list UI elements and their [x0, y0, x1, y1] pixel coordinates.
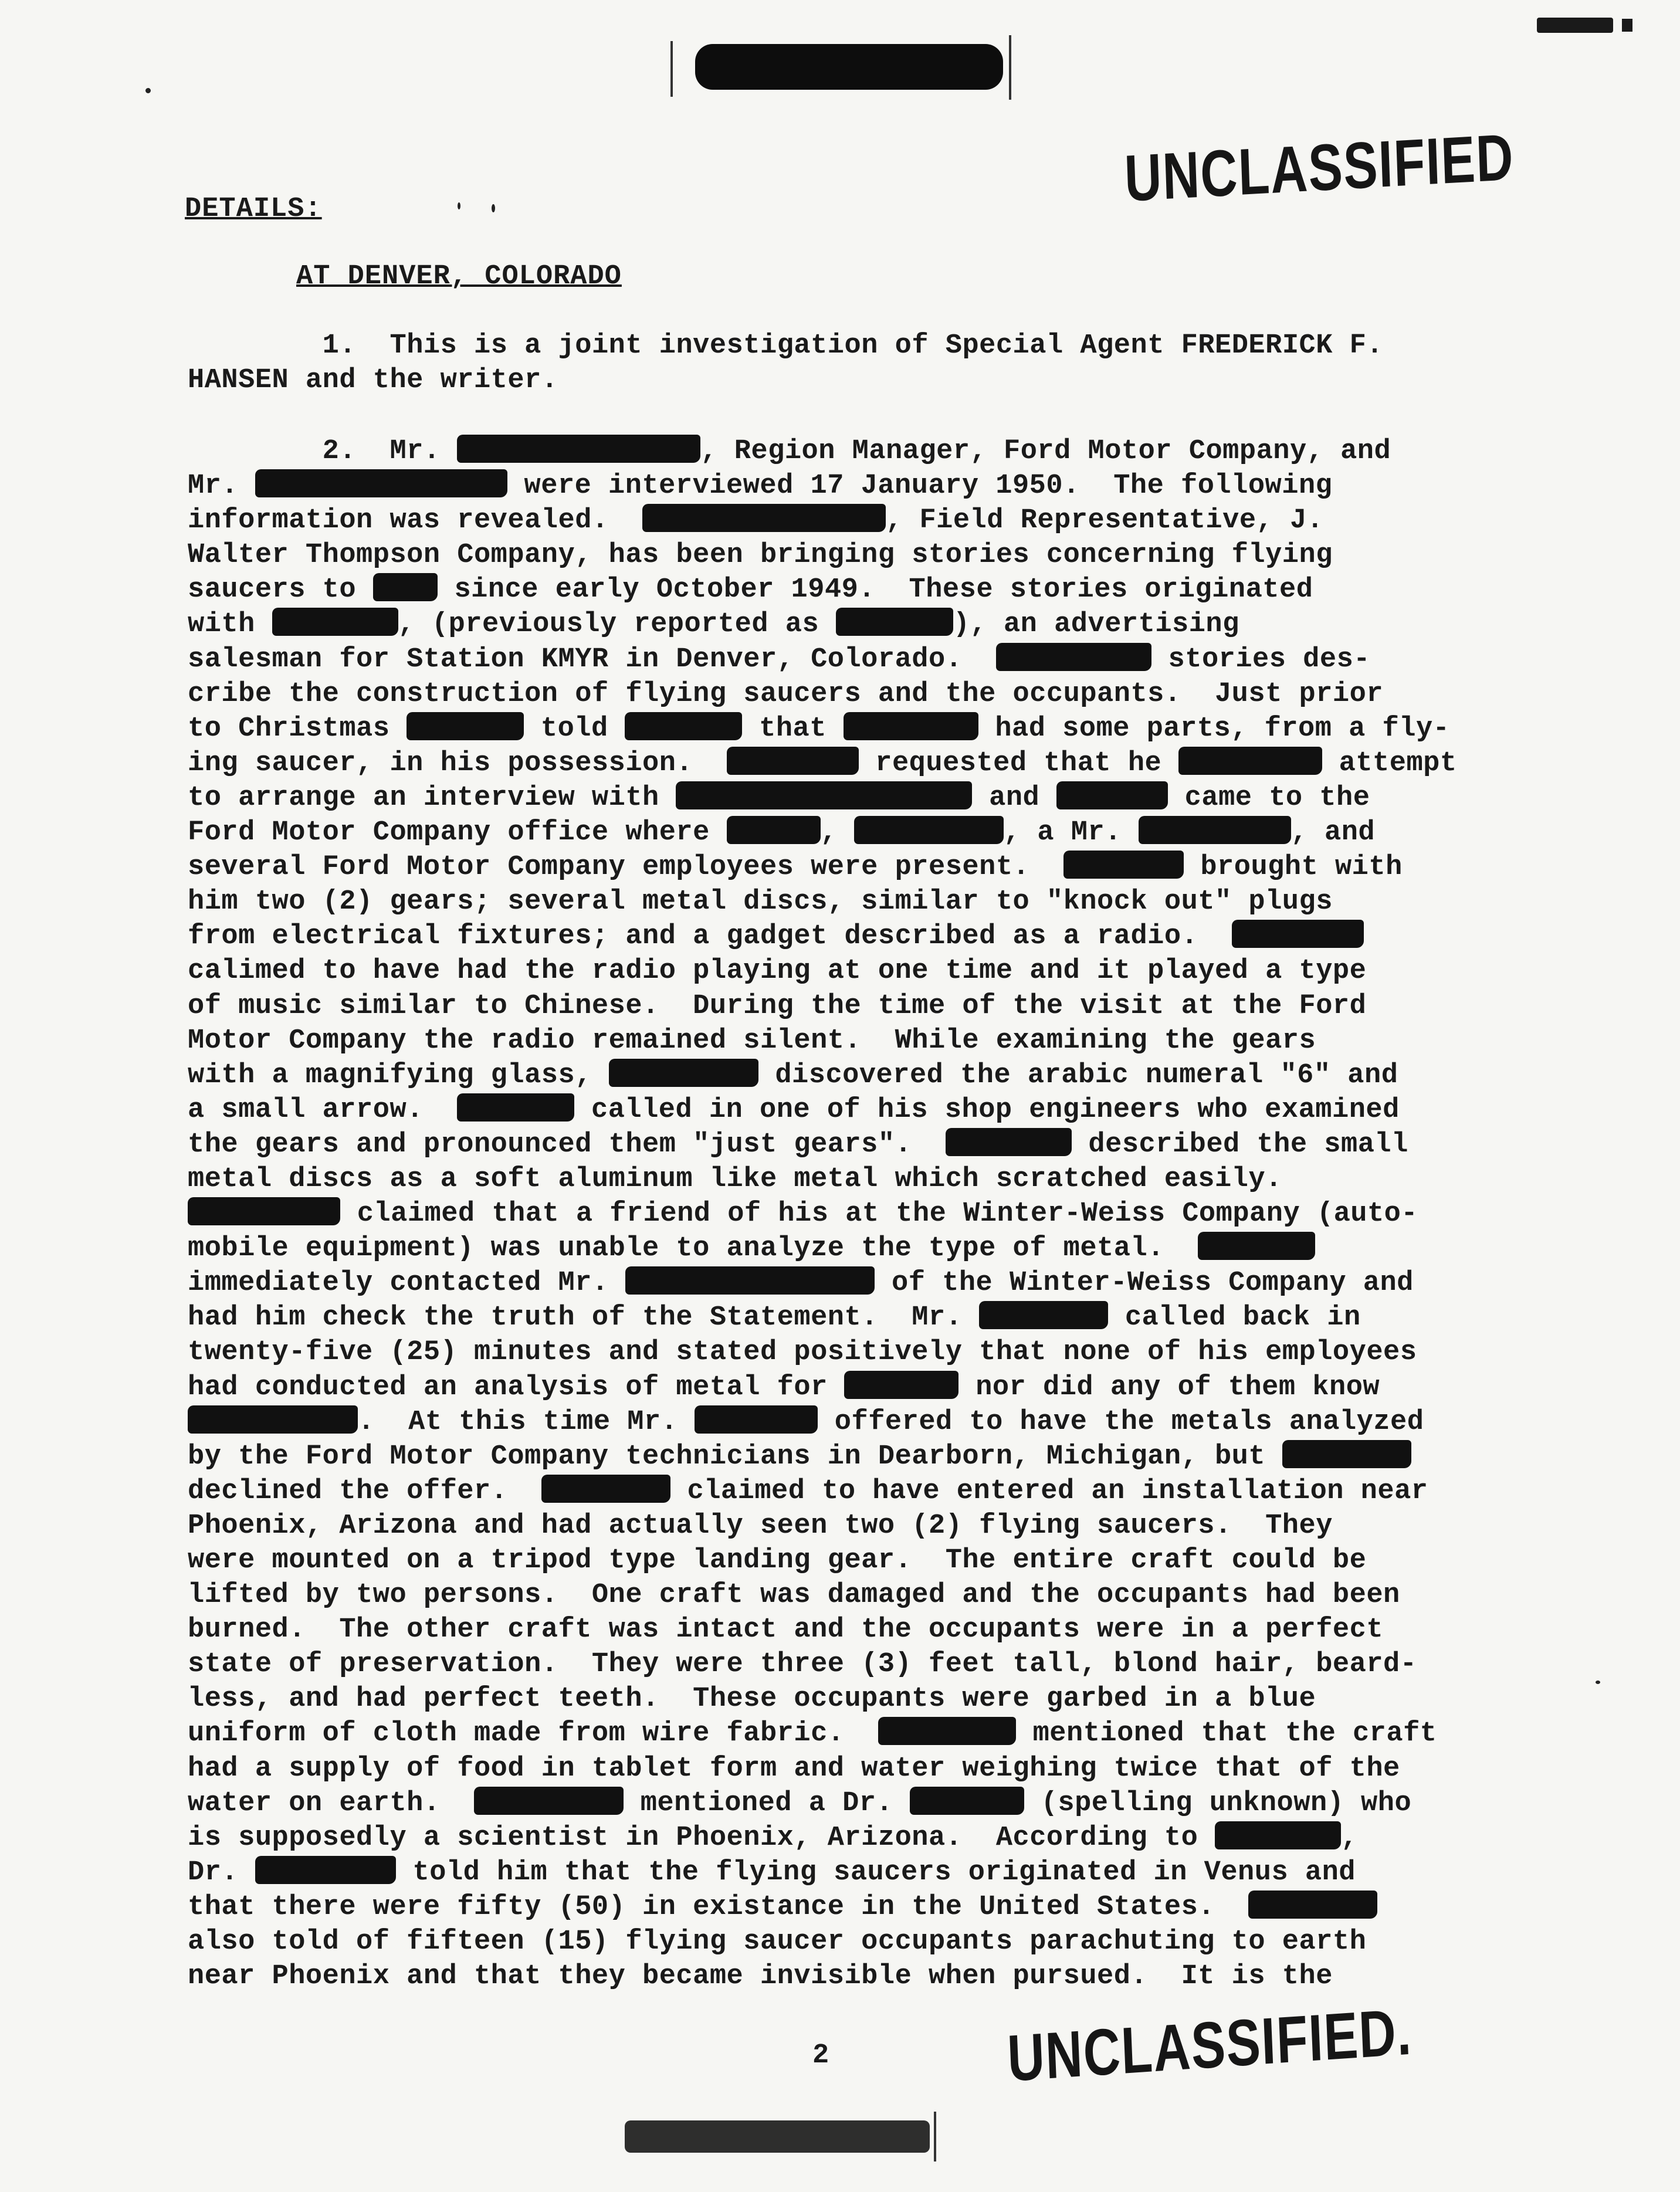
- unclassified-stamp-top: UNCLASSIFIED: [1123, 120, 1515, 215]
- text-segment: also told of fifteen (15) flying saucer occupants parachuting to earth near Phoenix and that they became invisible when pursued. It is the: [188, 1926, 1367, 1993]
- paragraph-2: [188, 434, 1508, 1994]
- text-segment: , a Mr.: [1003, 817, 1139, 849]
- corner-mark: [1537, 18, 1613, 33]
- paragraph-2-number: 2.: [322, 436, 357, 467]
- text-segment: requested that he: [858, 747, 1178, 779]
- unclassified-stamp-bottom: UNCLASSIFIED.: [1006, 1994, 1414, 2095]
- redaction-block: [625, 1266, 875, 1295]
- text-segment: called in one of his shop engineers who examined the gears and pronounced them "just gears".: [188, 1094, 1400, 1160]
- redaction-block: [844, 712, 978, 740]
- redaction-block: [946, 1128, 1072, 1156]
- redaction-block: [996, 643, 1151, 671]
- top-redaction-bar: [695, 44, 1003, 90]
- bottom-redaction-bar: [625, 2120, 930, 2153]
- redaction-block: [625, 712, 742, 740]
- redaction-block: [188, 1405, 358, 1434]
- speck: [145, 88, 151, 93]
- top-bracket-left: [670, 41, 673, 97]
- speck: [1596, 1681, 1600, 1684]
- redaction-block: [188, 1197, 340, 1225]
- text-segment: , Region Manager, Ford Motor Company, and Mr.: [188, 436, 1391, 502]
- location-heading: AT DENVER, COLORADO: [296, 261, 622, 292]
- corner-mark-small: [1622, 19, 1632, 32]
- speck: [458, 202, 460, 209]
- redaction-block: [727, 816, 821, 844]
- text-segment: , and several Ford Motor Company employees were present.: [188, 817, 1376, 883]
- redaction-block: [1063, 851, 1184, 879]
- text-segment: told: [524, 713, 625, 744]
- redaction-block: [474, 1787, 624, 1815]
- redaction-block: [979, 1301, 1108, 1329]
- text-segment: offered to have the metals analyzed by the Ford Motor Company technicians in Dearborn, Michigan, but: [188, 1406, 1424, 1472]
- paragraph-1-number: 1.: [322, 330, 357, 361]
- redaction-block: [642, 504, 886, 532]
- redaction-block: [1248, 1891, 1377, 1919]
- text-segment: claimed to have entered an installation near Phoenix, Arizona and had actually seen two (2) flying saucers. They were mounted on a tripod type landing gear. The entire craft could be lifted by two persons. One craft was damaged and the occupants had been burned. The other craft was intact and the occupants were in a perfect state of preservation. They were three (3) feet tall, blond hair, beard- less, and had perfect teeth. These occupants were garbed in a blue uniform of cloth made from wire fabric.: [188, 1475, 1428, 1750]
- text-segment: called back in twenty-five (25) minutes and stated positively that none of his employees had conducted an analysis of metal for: [188, 1302, 1417, 1403]
- redaction-block: [541, 1475, 670, 1503]
- text-segment: , (previously reported as: [398, 609, 836, 641]
- redaction-block: [1215, 1821, 1341, 1849]
- text-segment: mentioned a Dr.: [623, 1787, 910, 1819]
- text-segment: described the small metal discs as a soft aluminum like metal which scratched easily.: [188, 1129, 1408, 1195]
- text-segment: declined the offer.: [188, 1475, 508, 1507]
- text-segment: claimed that a friend of his at the Winter-Weiss Company (auto- mobile equipment) was unable to analyze the type of metal.: [188, 1198, 1418, 1265]
- redaction-block: [272, 608, 398, 636]
- text-segment: of the Winter-Weiss Company and had him check the truth of the Statement. Mr.: [188, 1268, 1414, 1334]
- speck: [492, 204, 495, 212]
- details-heading: DETAILS:: [185, 194, 322, 225]
- text-segment: calimed to have had the radio playing at one time and it played a type of music similar to Chinese. During the time of the visit at the Ford Motor Company the radio remained silent. While examining the gears with a magnifying glass,: [188, 956, 1367, 1091]
- page-number: 2: [812, 2040, 829, 2071]
- redaction-block: [836, 608, 953, 636]
- redaction-block: [457, 1093, 574, 1122]
- text-segment: immediately contacted Mr.: [188, 1268, 609, 1299]
- text-segment: were interviewed 17 January 1950. The following information was revealed.: [188, 470, 1333, 537]
- text-segment: brought with him two (2) gears; several metal discs, similar to "knock out" plugs from electrical fixtures; and a gadget described as a radio.: [188, 852, 1403, 953]
- redaction-block: [1232, 920, 1364, 948]
- text-segment: . At this time Mr.: [358, 1406, 695, 1438]
- text-segment: ), an advertising salesman for Station KMYR in Denver, Colorado.: [188, 609, 1239, 675]
- redaction-block: [1139, 816, 1291, 844]
- text-segment: came to the Ford Motor Company office where: [188, 782, 1370, 849]
- redaction-block: [1178, 747, 1322, 775]
- redaction-block: [373, 573, 438, 601]
- text-segment: mentioned that the craft had a supply of food in tablet form and water weighing twice that of the water on earth.: [188, 1718, 1437, 1819]
- redaction-block: [609, 1059, 758, 1087]
- paragraph-1: [188, 328, 1508, 398]
- redaction-block: [255, 469, 507, 497]
- bottom-bracket-right: [934, 2112, 936, 2161]
- text-segment: nor did any of them know: [976, 1371, 1380, 1403]
- redaction-block: [255, 1856, 396, 1884]
- redaction-block: [910, 1787, 1024, 1815]
- redaction-block: [457, 435, 700, 463]
- text-segment: (spelling unknown) who is supposedly a scientist in Phoenix, Arizona. According to: [188, 1787, 1412, 1854]
- text-segment: ,: [820, 817, 854, 849]
- text-segment: attempt to arrange an interview with: [188, 747, 1457, 814]
- redaction-block: [878, 1717, 1016, 1745]
- text-segment: told him that the flying saucers originated in Venus and that there were fifty (50) in existance in the United States.: [188, 1856, 1356, 1923]
- redaction-block: [1282, 1440, 1411, 1468]
- redaction-block: [676, 781, 972, 809]
- text-segment: that: [742, 713, 844, 744]
- top-bracket-right: [1009, 35, 1011, 100]
- redaction-block: [844, 1371, 958, 1399]
- text-segment: had some parts, from a fly- ing saucer, in his possession.: [188, 713, 1450, 779]
- text-segment: , Field Representative, J. Walter Thompson Company, has been bringing stories concerning flying saucers to: [188, 505, 1333, 606]
- text-segment: since early October 1949. These stories originated with: [188, 574, 1313, 641]
- paragraph-1-text: This is a joint investigation of Special Agent FREDERICK F. HANSEN and the writer.: [188, 330, 1384, 397]
- redaction-block: [1198, 1232, 1315, 1260]
- redaction-block: [727, 747, 859, 775]
- redaction-block: [695, 1405, 818, 1434]
- text-segment: stories des- cribe the construction of flying saucers and the occupants. Just prior to Christmas: [188, 643, 1384, 744]
- text-segment: discovered the arabic numeral "6" and a small arrow.: [188, 1059, 1398, 1126]
- text-segment: and: [972, 782, 1056, 814]
- text-segment: , Dr.: [188, 1822, 1358, 1888]
- text-segment: Mr.: [389, 436, 458, 467]
- redaction-block: [854, 816, 1004, 844]
- redaction-block: [1056, 781, 1168, 809]
- redaction-block: [407, 712, 524, 740]
